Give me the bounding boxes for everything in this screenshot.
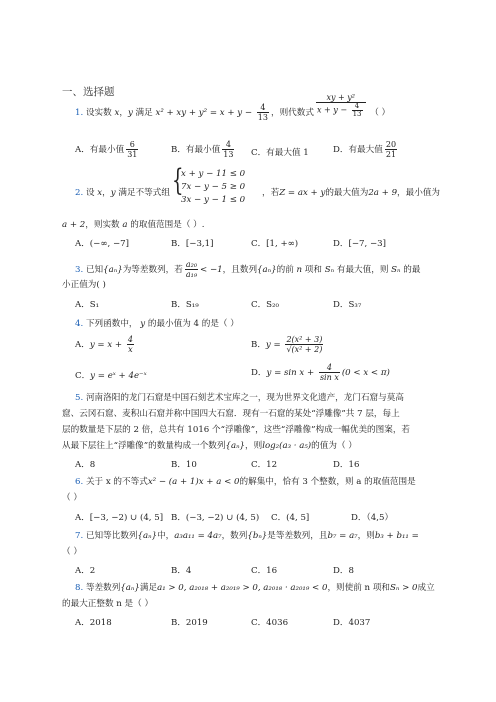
question-5-line3: 层的数量是下层的 2 倍，总共有 1016 个“浮雕像”，这些“浮雕像”构成一幅优美的图案，若: [62, 425, 411, 435]
option-a[interactable]: A．S₁: [75, 300, 100, 310]
option-a[interactable]: A．有最小值 $\frac{6}{31}$: [75, 140, 138, 159]
question-4: 4. 下列函数中， y 的最小值为 4 的是（ ）: [75, 319, 239, 329]
condition: x² + xy + y² = x + y −: [155, 108, 255, 118]
option-a[interactable]: A．2018: [75, 618, 112, 628]
option-c[interactable]: C．16: [251, 566, 278, 576]
option-d[interactable]: D．16: [333, 460, 360, 470]
question-3: 3. 已知{aₙ}为等差数列，若 $\frac{\text{a₂₀}}{\text{a₁₉}}$ < −1，且数列{aₙ}的前 n 项和 Sₙ 有最大值，则 Sₙ 的最: [75, 260, 421, 279]
option-b[interactable]: B．y = $\frac{\text{2(x² + 3)}}{\text{√(x² + 2)}}$: [251, 335, 323, 354]
fraction: $\frac{4}{13}$: [257, 103, 268, 122]
q2-options: [75, 237, 475, 251]
option-d[interactable]: D．有最大值 $\frac{20}{21}$: [333, 140, 397, 159]
q7-options: [75, 564, 475, 578]
question-7: 7. 已知等比数列{aₙ}中，a₃a₁₁ = 4a₇，数列{bₙ}是等差数列，且b₇ = a₇，则b₃ + b₁₁ =: [75, 531, 419, 541]
option-a[interactable]: A．8: [75, 460, 96, 470]
option-c[interactable]: C．[1, +∞): [251, 239, 299, 249]
expression-fraction: xy + y² x + y − $\frac{4}{13}$: [316, 93, 366, 118]
q8-options: [75, 616, 475, 630]
question-8-line2: 的最大正整数 n 是（ ）: [62, 599, 154, 609]
question-6-line2: （ ）: [62, 493, 82, 503]
option-c[interactable]: C．有最大值 1: [251, 148, 309, 158]
answer-bracket: （ ）: [370, 108, 391, 118]
q1-options: [75, 140, 475, 164]
question-3-line2: 小正值为( ): [62, 280, 106, 290]
option-a[interactable]: A．2: [75, 566, 96, 576]
question-1: 1. 设实数 x，y 满足 x² + xy + y² = x + y − $\frac{4}{13}$ ，则代数式 xy + y² x + y − $\frac{4}{13}$ （ ）: [75, 93, 391, 122]
option-b[interactable]: B．10: [171, 460, 197, 470]
option-c[interactable]: C．4036: [251, 618, 289, 628]
option-d[interactable]: D．y = sin x + $\frac{4}{\text{sin x}}$ (0 < x < π): [251, 363, 390, 382]
question-7-line2: （ ）: [62, 547, 82, 557]
option-c[interactable]: C．y = eˣ + 4e⁻ˣ: [75, 371, 147, 381]
inequality-system: x + y − 11 ≤ 0 7x − y − 5 ≥ 0 3x − y − 1 ≤ 0: [181, 169, 246, 205]
option-b[interactable]: B．有最小值 $\frac{4}{13}$: [171, 140, 234, 159]
option-a[interactable]: A．(−∞, −7]: [75, 239, 129, 249]
q6-options: [75, 511, 475, 525]
option-b[interactable]: B．(−3, −2) ∪ (4, 5): [171, 513, 260, 523]
option-a[interactable]: A．y = x + $\frac{4}{x}$: [75, 335, 133, 354]
question-2-cont: ，若Z = ax + y的最大值为2a + 9，最小值为: [262, 188, 441, 198]
question-5: 5. 河南洛阳的龙门石窟是中国石刻艺术宝库之一，现为世界文化遗产，龙门石窟与莫高: [75, 393, 404, 403]
option-d[interactable]: D．[−7, −3]: [333, 239, 386, 249]
option-b[interactable]: B．2019: [171, 618, 208, 628]
option-b[interactable]: B．S₁₉: [171, 300, 199, 310]
question-2: 2. 设 x，y 满足不等式组: [75, 188, 170, 198]
section-title: 一、选择题: [62, 86, 115, 98]
option-a[interactable]: A．[−3, −2) ∪ (4, 5]: [75, 513, 164, 523]
question-8: 8. 等差数列{aₙ}满足a₁ > 0, a₂₀₁₈ + a₂₀₁₉ > 0, a₂₀₁₈ · a₂₀₁₉ < 0，则使前 n 项和Sₙ > 0成立: [75, 583, 435, 593]
q3-options: [75, 298, 475, 312]
q5-options: [75, 458, 475, 472]
option-d[interactable]: D．8: [333, 566, 354, 576]
option-d[interactable]: D．4037: [333, 618, 371, 628]
option-b[interactable]: B．4: [171, 566, 192, 576]
question-number: 1.: [75, 108, 84, 118]
option-d[interactable]: D．（4,5）: [351, 513, 394, 523]
question-6: 6. 关于 x 的不等式x² − (a + 1)x + a < 0的解集中，恰有 3 个整数，则 a 的取值范围是: [75, 477, 416, 487]
question-5-line4: 从最下层往上“浮雕像”的数量构成一个数列{aₙ}，则log₂(a₃ · a₅)的值为（ ）: [62, 441, 357, 451]
option-b[interactable]: B．[−3,1]: [171, 239, 214, 249]
option-c[interactable]: C．S₂₀: [251, 300, 279, 310]
option-c[interactable]: C．12: [251, 460, 278, 470]
question-5-line2: 窟、云冈石窟、麦积山石窟并称中国四大石窟．现有一石窟的某处“浮雕像”共 7 层，每上: [62, 409, 400, 419]
option-c[interactable]: C．(4, 5]: [271, 513, 310, 523]
system-brace: {: [172, 163, 184, 198]
question-2-line2: a + 2，则实数 a 的取值范围是（ ）.: [62, 220, 205, 230]
option-d[interactable]: D．S₃₇: [333, 300, 362, 310]
